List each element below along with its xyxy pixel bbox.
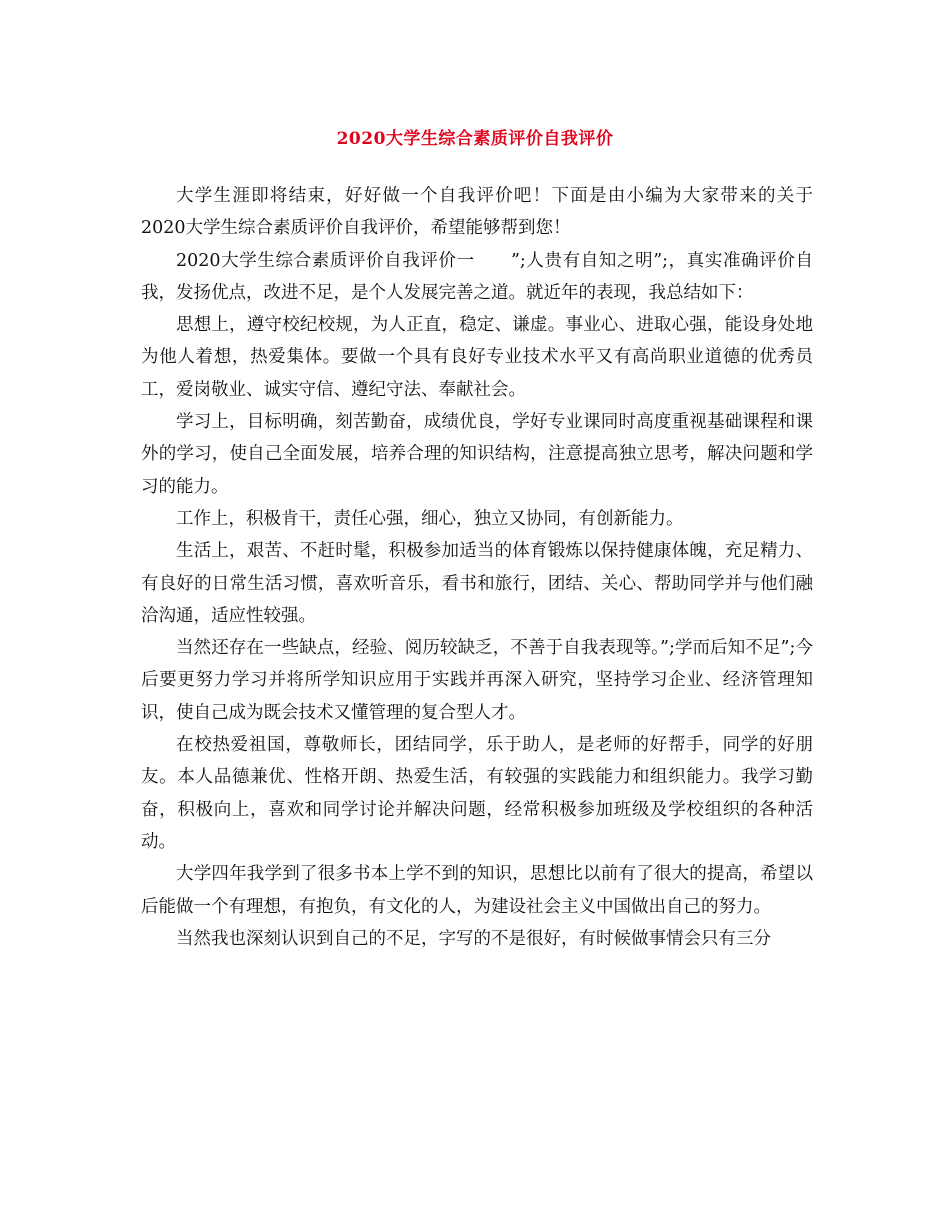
paragraph: 当然我也深刻认识到自己的不足，字写的不是很好，有时候做事情会只有三分	[176, 928, 771, 949]
paragraph: 2020大学生综合素质评价自我评价一 ”;人贵有自知之明”;，真实准确评价自我，发扬优点，改进不足，是个人发展完善之道。就近年的表现，我总结如下：	[141, 250, 813, 303]
document-body	[141, 180, 813, 955]
paragraph: 生活上，艰苦、不赶时髦，积极参加适当的体育锻炼以保持健康体魄，充足精力、有良好的日常生活习惯，喜欢听音乐，看书和旅行，团结、关心、帮助同学并与他们融洽沟通，适应性较强。	[141, 541, 813, 626]
paragraph: 当然还存在一些缺点，经验、阅历较缺乏，不善于自我表现等。”;学而后知不足”;今后要更努力学习并将所学知识应用于实践并再深入研究，坚持学习企业、经济管理知识，使自己成为既会技术又懂管理的复合型人才。	[141, 638, 813, 723]
paragraph: 大学生涯即将结束，好好做一个自我评价吧！下面是由小编为大家带来的关于2020大学生综合素质评价自我评价，希望能够帮到您！	[141, 186, 813, 239]
paragraph: 学习上，目标明确，刻苦勤奋，成绩优良，学好专业课同时高度重视基础课程和课外的学习，使自己全面发展，培养合理的知识结构，注意提高独立思考，解决问题和学习的能力。	[141, 412, 813, 497]
paragraph: 在校热爱祖国，尊敬师长，团结同学，乐于助人，是老师的好帮手，同学的好朋友。本人品德兼优、性格开朗、热爱生活，有较强的实践能力和组织能力。我学习勤奋，积极向上，喜欢和同学讨论并解决问题，经常积极参加班级及学校组织的各种活动。	[141, 735, 813, 852]
paragraph: 大学四年我学到了很多书本上学不到的知识，思想比以前有了很大的提高，希望以后能做一个有理想，有抱负，有文化的人，为建设社会主义中国做出自己的努力。	[141, 864, 813, 917]
paragraph: 工作上，积极肯干，责任心强，细心，独立又协同，有创新能力。	[176, 508, 684, 529]
document-title: 2020大学生综合素质评价自我评价	[336, 129, 614, 149]
paragraph: 思想上，遵守校纪校规，为人正直，稳定、谦虚。事业心、进取心强，能设身处地为他人着想，热爱集体。要做一个具有良好专业技术水平又有高尚职业道德的优秀员工，爱岗敬业、诚实守信、遵纪守法、奉献社会。	[141, 315, 813, 400]
